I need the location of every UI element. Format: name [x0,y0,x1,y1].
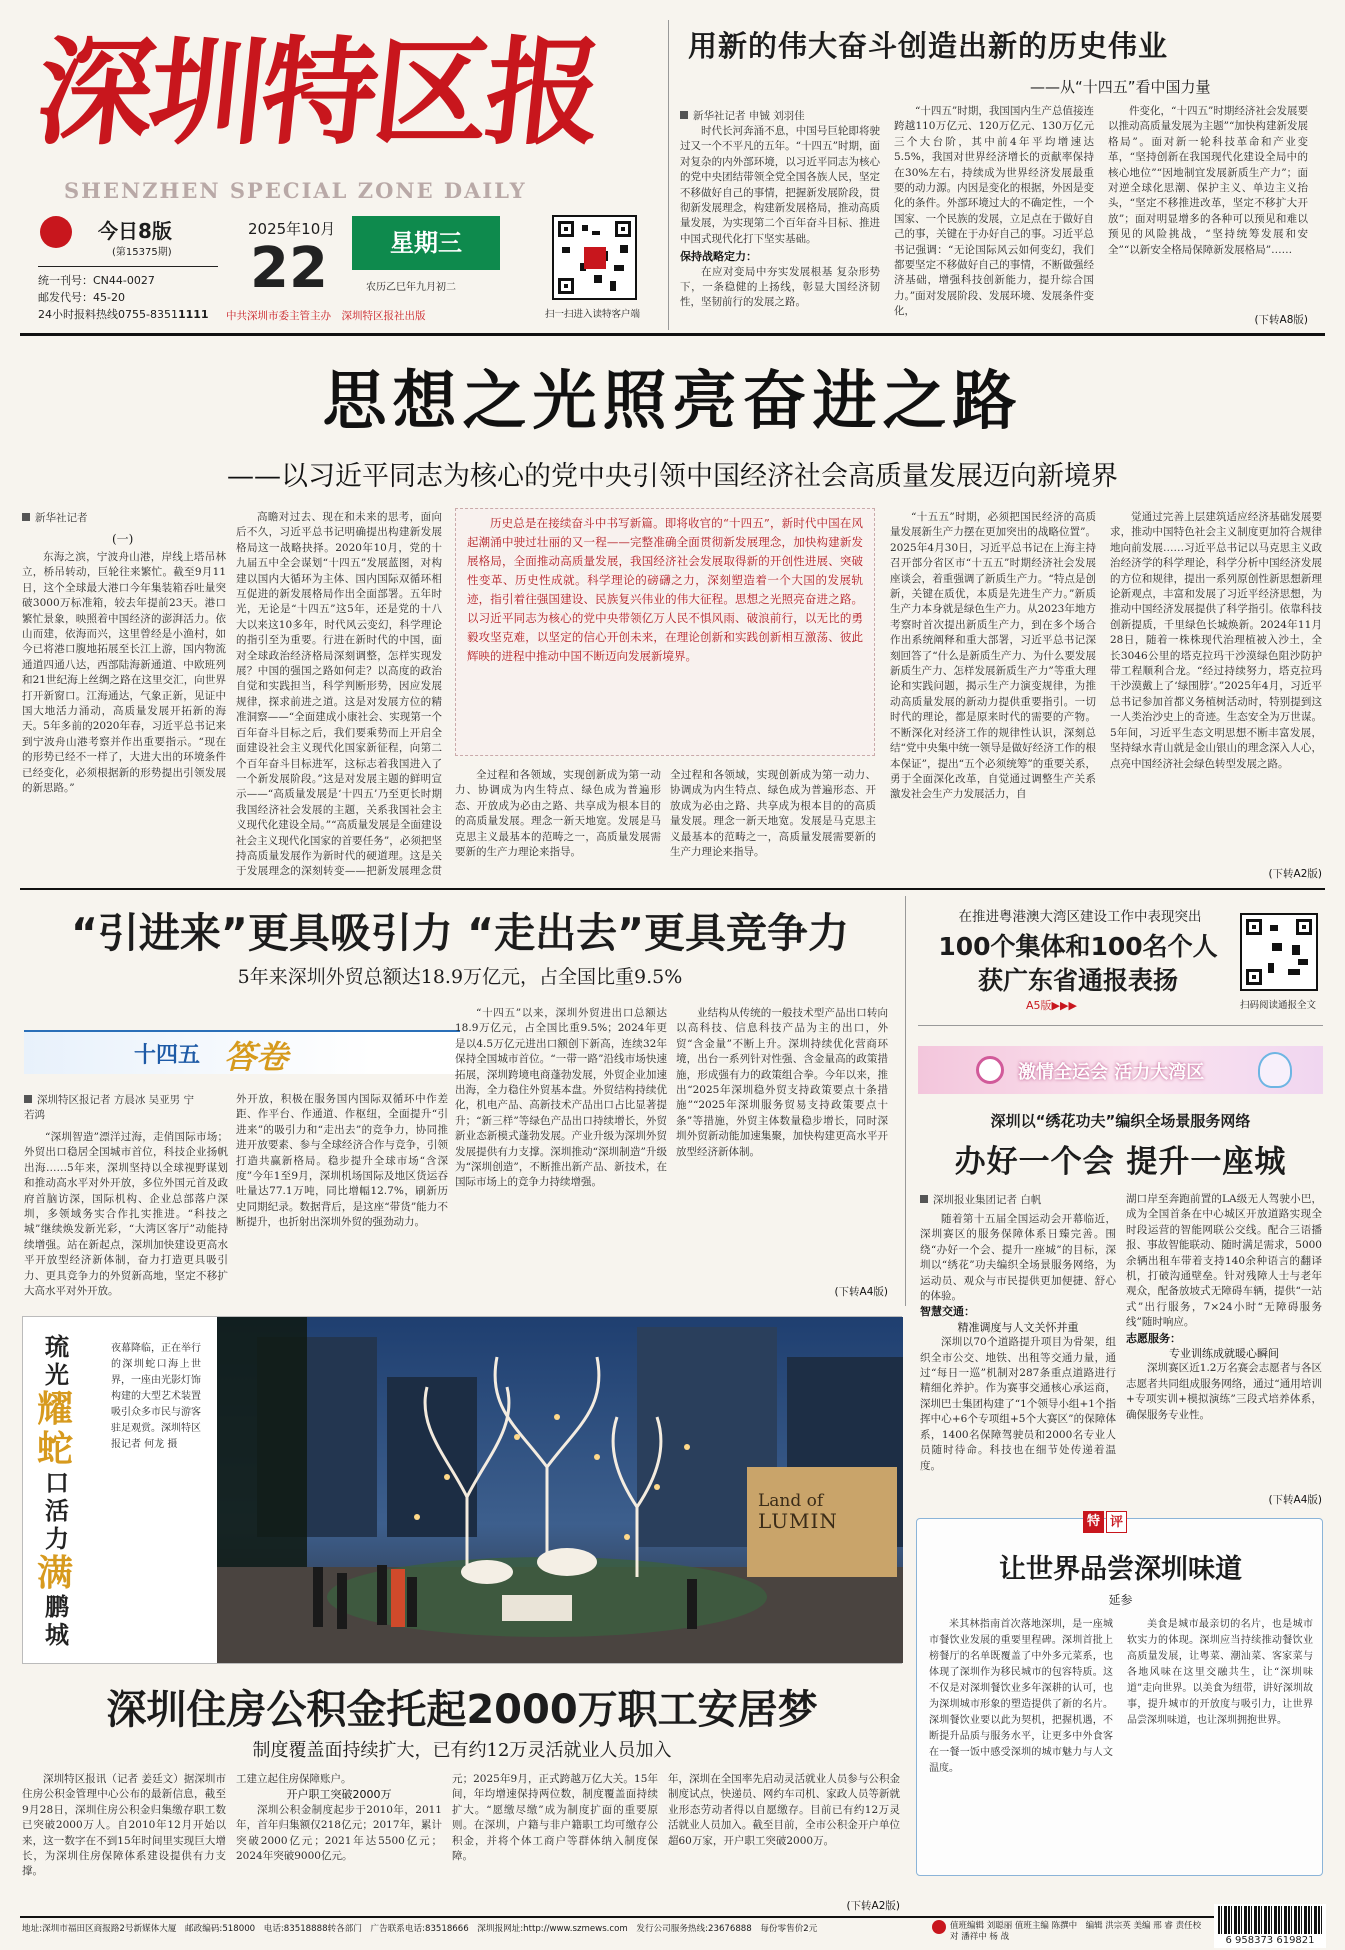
banner-label: 十四五 [134,1043,201,1068]
games-headline[interactable]: 办好一个会 提升一座城 [954,1144,1287,1180]
housing-subheadline: 制度覆盖面持续扩大，已有约12万灵活就业人员加入 [252,1740,672,1761]
trade-continued[interactable]: (下转A4版) [834,1286,888,1298]
commentary-col-1: 米其林指南首次落地深圳，是一座城市餐饮业发展的重要里程碑。深圳首批上榜餐厅的名单既覆盖了中外多元菜系，也体现了深圳作为移民城市的包容特质。这不仅是对深圳餐饮业多年深耕的认可，也为深圳城市形象的塑造提供了新的名片。深圳餐饮业要以此为契机，把握机遇，不断提升品质与服务水平，让更多中外食客在一餐一饭中感受深圳的城市魅力与人文温度。 [929,1619,1113,1774]
top-story-byline: 新华社记者 申铖 刘羽佳 [680,108,805,123]
games-banner [918,1046,1323,1094]
paper-emblem-icon [40,216,72,248]
main-continued[interactable]: (下转A2版) [1268,868,1322,880]
notice-line-1[interactable]: 100个集体和100名个人 [938,932,1218,961]
date-day: 22 [250,236,328,301]
games-mascot-icon [1258,1052,1292,1088]
footer-editors: 值班编辑 刘聪丽 值班主编 陈撰中 编辑 洪宗英 美编 邢 睿 责任校对 潘祥中 杨 战 [950,1921,1202,1942]
housing-col-2: 工建立起住房保障账户。 开户职工突破2000万 深圳公积金制度起步于2010年，2011年，首年归集额仅218亿元；2017年，累计突破2000亿元；2021年达5500亿元；2024年突破9000亿元。 [236,1773,442,1863]
top-story-title[interactable]: 用新的伟大奋斗创造出新的历史伟业 [688,29,1169,63]
main-col-3b: 全过程和各领域，实现创新成为第一动力、协调成为内生特点、绿色成为普遍形态、开放成为必由之路、共享成为根本目的的高质量发展。理念一新天地宽。发展是马克思主义最基本的范畴之一，高质量发展需要新的生产力理论来指导。 [670,769,876,859]
trade-col-3: “十四五”以来，深圳外贸进出口总额达18.9万亿元，占全国比重9.5%；2024年更是以4.5万亿元进出口额创下新高，连续32年保持全国城市首位。“一带一路”沿线市场快速拓展，深圳跨境电商蓬勃发展，外贸企业加速出海，全力稳住外贸基本盘。外贸结构持续优化，机电产品、高新技术产品出口占比显著提升；“新三样”等绿色产品出口持续增长，外贸新业态新模式蓬勃发展。产业升级为深圳外贸发展提供有力支撑。深圳推动“深圳制造”升级为“深圳创造”，不断推出新产品、新技术，在国际市场上的竞争力持续增强。 [455,1007,667,1189]
sponsor-line: 中共深圳市委主管主办 深圳特区报社出版 [226,310,426,322]
trade-subheadline: 5年来深圳外贸总额达18.9万亿元，占全国比重9.5% [237,966,683,988]
photo-title-char: 力 [45,1524,69,1553]
main-col-5: 觉通过完善上层建筑适应经济基础发展要求，推动中国特色社会主义制度更加符合规律地向前发展……习近平总书记以马克思主义政治经济学的科学理论，科学分析中国经济发展的方位和规律，提出一系列原创性新思想新理论新观点，丰富和发展了习近平经济思想，为推动中国经济发展提供了科学指引。依靠科技创新提质，千里绿色长城焕新。2024年11月28日，随着一株株现代治理植被入沙土，全长3046公里的塔克拉玛干沙漠绿色阻沙防护带工程顺利合龙。“经过持续努力，塔克拉玛干沙漠戴上了‘绿围脖’。”2025年4月，习近平总书记参加首都义务植树活动时，特别提到这一人类治沙史上的奇迹。生态安全为万世谋。5年间，习近平生态文明思想不断丰富发展，坚持绿水青山就是金山银山的理念深入人心，点亮中国经济社会绿色转型发展之路。 [1110,511,1322,770]
barcode-bars [1218,1906,1322,1934]
commentary-author: 延参 [1108,1593,1133,1607]
top-story-col-2: “十四五”时期，我国国内生产总值接连跨越110万亿元、120万亿元、130万亿元三个大台阶，其中前4年平均增速达5.5%，我国对世界经济增长的贡献率保持在30%左右，持续成为世界经济发展最重要的动力源。内因是变化的根据，外因是变化的条件。外部环境过大的不确定性，一个国家、一个民族的发展，立足点在于做好自己的事，关键在于办好自己的事。习近平总书记强调：“无论国际风云如何变幻，我们都要坚定不移做好自己的事情，不断做强经济基础，增强科技创新能力，提升综合国力。”面对发展阶段、发展环境、发展条件变化， [894,105,1094,318]
hotline: 24小时报料热线0755-83511111 [38,308,209,321]
games-logo-icon [976,1056,1004,1084]
photo-sign: Land of LUMIN [758,1491,838,1533]
notice-box [918,905,1323,1013]
main-col-4: “十五五”时期，必须把国民经济的高质量发展新生产力摆在更加突出的战略位置”。2025年4月30日，习近平总书记在上海主持召开部分省区市“十五五”时期经济社会发展座谈会，着重强调了新质生产力。“特点是创新，关键在质优，本质是先进生产力。”新质生产力本身就是绿色生产力。从2023年地方考察时首次提出新质生产力，到在多个场合作出系统阐释和重大部署，习近平总书记深刻回答了“什么是新质生产力、为什么要发展新质生产力、怎样发展新质生产力”等重大理论和实践问题，揭示生产力演变规律，为推动高质量发展的新动力提供重要指引。一切时代的理论，都是原来时代的需要的产物。不断深化对经济工作的规律性认识，深刻总结“党中央集中统一领导是做好经济工作的根本保证”，提出“五个必须统筹”的重要关系，勇于全面深化改革，自觉通过调整生产关系激发社会生产力发展活力，自 [890,511,1096,801]
date-year-month: 2025年10月 [248,220,336,238]
games-col-1: 随着第十五届全国运动会开幕临近，深圳赛区的服务保障体系日臻完善。围绕“办好一个会、提升一座城”的目标，深圳以“绣花”功夫编织全场景服务网络，为运动员、观众与市民提供更加便捷、舒心的体验。 智慧交通： 精准调度与人文关怀并重 深圳以70个道路提升项目为骨架，组织全市公交、地铁、出租等交通力量，通过“每日一巡”机制对287条重点道路进行精细化养护。作为赛事交通核心承运商，深圳巴士集团构建了“1个领导小组+1个指挥中心+6个专项组+5个大赛区”的保障体系，1400名保障驾驶员和2000名专业人员随时待命。科技也在细节处传递着温度。 [920,1213,1116,1472]
trade-col-2: 外开放，积极在服务国内国际双循环中作差距、作平台、作通道、作枢纽，全面提升“引进来”的吸引力和“走出去”的竞争力，协同推进开放要素、参与全球经济合作与竞争，引领打造共赢新格局。稳步提升全球市场“含深度”今年1至9月，深圳机场国际及地区货运吞吐量达77.1万吨，同比增幅12.7%，刷新历史同期纪录。数据背后，是这座“带货”能力不断提升，也折射出深圳外贸的强劲动力。 [236,1093,448,1229]
notice-qr-caption: 扫码阅读通报全文 [1240,1000,1317,1011]
notice-lead: 在推进粤港澳大湾区建设工作中表现突出 [958,909,1202,925]
photo-title-char: 活 [45,1496,69,1525]
main-subheadline: ——以习近平同志为核心的党中央引领中国经济社会高质量发展迈向新境界 [227,461,1118,492]
top-story-continued[interactable]: (下转A8版) [1254,314,1308,326]
photo-title-vertical [37,1333,81,1653]
games-banner-text: 激情全运会 活力大湾区 [1018,1062,1205,1083]
notice-qr-code[interactable] [1240,913,1318,991]
barcode: 6 958373 619821 [1214,1904,1326,1948]
housing-headline[interactable]: 深圳住房公积金托起2000万职工安居梦 [106,1687,818,1733]
masthead-qr-caption: 扫一扫进入读特客户端 [545,309,641,320]
games-byline: 深圳报业集团记者 白帆 [920,1192,1041,1207]
photo-title-char: 鹏 [45,1592,69,1621]
trade-byline: 深圳特区报记者 方晨冰 吴亚男 宁若鸿 [24,1094,195,1121]
photo-title-char: 光 [45,1360,69,1389]
photo-title-char: 口 [45,1468,69,1497]
main-section-number: (一) [112,532,134,546]
fourteenth-plan-banner [24,1030,460,1074]
housing-col-3: 元；2025年9月，正式跨越万亿大关。15年间，年均增速保持两位数，制度覆盖面持续扩大。“愿缴尽缴”成为制度扩面的重要原则。在深圳，户籍与非户籍职工均可缴存公积金，并将个体工商户等群体纳入制度保障。 [452,1773,658,1863]
top-story-col-1: 时代长河奔涌不息，中国号巨轮即将驶过又一个不平凡的五年。“十四五”时期，面对复杂的内外部环境，以习近平同志为核心的党中央团结带领全党全国各族人民，坚定不移做好自己的事情，把握新发展阶段，贯彻新发展理念，构建新发展格局，推动高质量发展，为实现第二个百年奋斗目标、推进中国式现代化打下坚实基础。 保持战略定力： 在应对变局中夯实发展根基 复杂形势下，一条稳健的上扬线，彰显大国经济韧性，坚韧前行的发展之路。 [680,125,880,309]
top-story [680,0,1325,330]
commentary-tag: 特 评 [1083,1511,1127,1533]
commentary-box [916,1514,1323,1876]
housing-continued[interactable]: (下转A2版) [846,1900,900,1912]
main-headline[interactable]: 思想之光照亮奋进之路 [322,365,1023,439]
newspaper-logo: 深圳特区报 [30,25,606,161]
banner-label-script: 答卷 [224,1038,289,1076]
issue-number: (第15375期) [112,247,172,258]
main-col-2: 高瞻对过去、现在和未来的思考，面向后不久，习近平总书记明确提出构建新发展格局这一战略抉择。2020年10月，党的十九届五中全会谋划“十四五”发展蓝图，对构建以国内大循环为主体、国内国际双循环相互促进的新发展格局作出全面部署。五年时光，无论是“十四五”这5年，还是党的十八大以来这10多年，时代风云变幻，科学理论的指引至为重要。行进在新时代的中国，面对全球政治经济格局深刻调整，怎样实现发展？中国的强国之路如何走？以高度的政治自觉和实践担当，科学判断形势，因应发展规律，探求前进之道。这是对发展方位的精准洞察——“全面建成小康社会、实现第一个百年奋斗目标之后，我们要乘势而上开启全面建设社会主义现代化国家新征程，向第二个百年奋斗目标进军，这标志着我国进入了一个新发展阶段。”这是对发展主题的鲜明宣示——“高质量发展是‘十四五’乃至更长时期我国经济社会发展的主题，关系我国社会主义现代化建设全局。”“高质量发展是全面建设社会主义现代化国家的首要任务”，必须把坚持高质量发展作为新时代的硬道理。这是关于发展理念的深刻转变——把新发展理念贯 [236,511,442,878]
photo-caption: 夜幕降临，正在举行的深圳蛇口海上世界，一座由光影灯饰构建的大型艺术装置吸引众多市民与游客驻足观赏。深圳特区报记者 何龙 摄 [111,1343,201,1450]
photo-title-char: 琉 [45,1332,69,1361]
games-continued[interactable]: (下转A4版) [1268,1494,1322,1506]
main-red-lead: 历史总是在接续奋斗中书写新篇。即将收官的“十四五”，新时代中国在风起潮涌中驶过壮丽的又一程——完整准确全面贯彻新发展理念，加快构建新发展格局，全面推动高质量发展，我国经济社会发展取得新的开创性进展、突破性变革、历史性成就。科学理论的磅礴之力，深刻塑造着一个大国的发展轨迹，指引着往强国建设、民族复兴伟业的伟大征程。思想之光照亮奋进之路。以习近平同志为核心的党中央带领亿万人民不惧风雨、破浪前行，以无比的勇毅攻坚克难，以坚定的信心开创未来，在理论创新和实践创新相互激荡、彼此辉映的进程中推动中国不断迈向发展新境界。 [467,516,863,663]
games-kicker: 深圳以“绣花功夫”编织全场景服务网络 [990,1112,1251,1130]
masthead-qr-code[interactable] [552,215,637,300]
trade-col-1: “深圳智造”漂洋过海，走俏国际市场；外贸出口稳居全国城市首位，科技企业扬帆出海……5年来，深圳坚持以全球视野谋划和推动高水平对外开放，多位外国元首及政府首脑访深，国际机构、企业总部落户深圳，多领域务实合作扎实推进。“科技之城”继续焕发新光彩，“大湾区客厅”动能持续增强。站在新起点，深圳加快建设更高水平开放型经济新体制，奋力打造更具吸引力、更具竞争力的外贸新高地，坚定不移扩大高水平对外开放。 [24,1131,228,1298]
commentary-title[interactable]: 让世界品尝深圳味道 [999,1554,1242,1585]
page-count: 今日8版 [98,219,172,243]
photo-feature [22,1316,902,1664]
notice-page-ref[interactable]: A5版▶▶▶ [1026,999,1077,1012]
logo-english: SHENZHEN SPECIAL ZONE DAILY [64,178,527,203]
photo-title-char: 满 [37,1552,74,1594]
lunar-date: 农历乙巳年九月初二 [366,282,456,293]
photo-title-char: 城 [45,1620,69,1649]
commentary-col-2: 美食是城市最亲切的名片，也是城市软实力的体现。深圳应当持续推动餐饮业高质量发展，让粤菜、潮汕菜、客家菜与各地风味在这里交融共生，让“深圳味道”走向世界。以美食为纽带，讲好深圳故事，提升城市的开放度与吸引力，让世界品尝深圳味道，也让深圳拥抱世界。 [1127,1619,1313,1726]
housing-col-4: 年，深圳在全国率先启动灵活就业人员参与公积金制度试点，快递员、网约车司机、家政人员等新就业形态劳动者得以自愿缴存。目前已有约12万灵活就业人员加入。截至目前，全市公积金开户单位超60万家，开户职工突破2000万。 [668,1773,900,1847]
notice-line-2[interactable]: 获广东省通报表扬 [977,966,1178,995]
housing-col-1: 深圳特区报讯（记者 姜廷文）据深圳市住房公积金管理中心公布的最新信息，截至9月28日，深圳住房公积金归集缴存职工数已突破2000万人。自2010年12月开始以来，这一数字在不到15年时间里实现巨大增长，为深圳住房保障体系建设提供有力支撑。 [22,1773,226,1878]
footer-info: 地址:深圳市福田区商报路2号新媒体大厦 邮政编码:518000 电话:83518888转各部门 广告联系电话:83518666 深圳报网址:http://www.szmews.com 发行公司服务热线:23676888 每份零售价2元 [22,1924,818,1934]
photo-title-char: 蛇 [37,1428,74,1470]
main-col-1: 东海之滨，宁波舟山港，岸线上塔吊林立，桥吊转动，巨轮往来繁忙。截至9月11日，这个全球最大港口今年集装箱吞吐量突破3000万标准箱，较去年提前23天。港口繁忙景象，映照着中国经济的澎湃活力。依山而建，依海而兴，这里曾经是小渔村，如今已将港口腹地拓展至长江上游，国内物流通道四通八达，西部陆海新通道、中欧班列和21世纪海上丝绸之路在这里交汇，向世界打开新窗口。江海通达，气象正新，见证中国大地活力涌动，高质量发展开拓新的海天。5年多前的2020年春，习近平总书记来到宁波舟山港考察并作出重要指示。“现在的形势已经不一样了，大进大出的环境条件已经变化，必须根据新的形势提出引领发展的新思路。” [22,551,226,795]
main-byline: 新华社记者 [22,510,88,525]
main-col-3a: 全过程和各领域，实现创新成为第一动力、协调成为内生特点、绿色成为普遍形态、开放成为必由之路、共享成为根本目的的高质量发展。理念一新天地宽。发展是马克思主义最基本的范畴之一，高质量发展需要新的生产力理论来指导。 [455,769,661,859]
trade-headline[interactable]: “引进来”更具吸引力 “走出去”更具竞争力 [70,909,850,957]
cn-number: 统一刊号：CN44-0027 [38,274,155,287]
top-story-col-3: 件变化，“十四五”时期经济社会发展要以推动高质量发展为主题”“加快构建新发展格局”。面对新一轮科技革命和产业变革，“坚持创新在我国现代化建设全局中的核心地位”“因地制宜发展新质生产力”；面对逆全球化思潮、保护主义、单边主义抬头，“坚定不移推进改革，坚定不移扩大开放”；面对明显增多的各种可以预见和难以预见的风险挑战，“坚持统筹发展和安全”“以新安全格局保障新发展格局”…… [1108,105,1308,256]
weekday-box: 星期三 [352,216,500,270]
night-scene-photo [217,1317,903,1663]
post-code: 邮发代号：45-20 [38,291,125,304]
top-story-subtitle: ——从“十四五”看中国力量 [1030,78,1211,96]
paper-emblem-small-icon [932,1920,946,1934]
games-col-2: 湖口岸至奔跑前置的LA级无人驾驶小巴，成为全国首条在中心城区开放道路实现全时段运营的智能网联公交线。配合三语播报、事故智能联动、随时满足需求，5000余辆出租车带着支持140余种语言的翻译机，打破沟通壁垒。针对残障人士与老年观众，配备放坡式无障碍车辆，提供“一站式”出行服务，7×24小时“无障碍服务线”随时响应。 志愿服务： 专业训练成就暖心瞬间 深圳赛区近1.2万名赛会志愿者与各区志愿者共同组成服务网络，通过“通用培训+专项实训+模拟演练”三段式培养体系，确保服务专业性。 [1126,1193,1322,1421]
photo-title-char: 耀 [37,1388,74,1430]
trade-col-4: 业结构从传统的一般技术型产品出口转向以高科技、信息科技产品为主的出口，外贸“含金量”不断上升。深圳持续优化营商环境，出台一系列针对性强、含金量高的政策措施，形成强有力的政策组合拳。今年以来，推出“2025年深圳稳外贸支持政策要点十条措施”“2025年深圳服务贸易支持政策要点十条”等措施，外贸主体数量稳步增长，同时深圳外贸新动能加速集聚，加快构建更高水平开放型经济新体制。 [676,1007,888,1158]
